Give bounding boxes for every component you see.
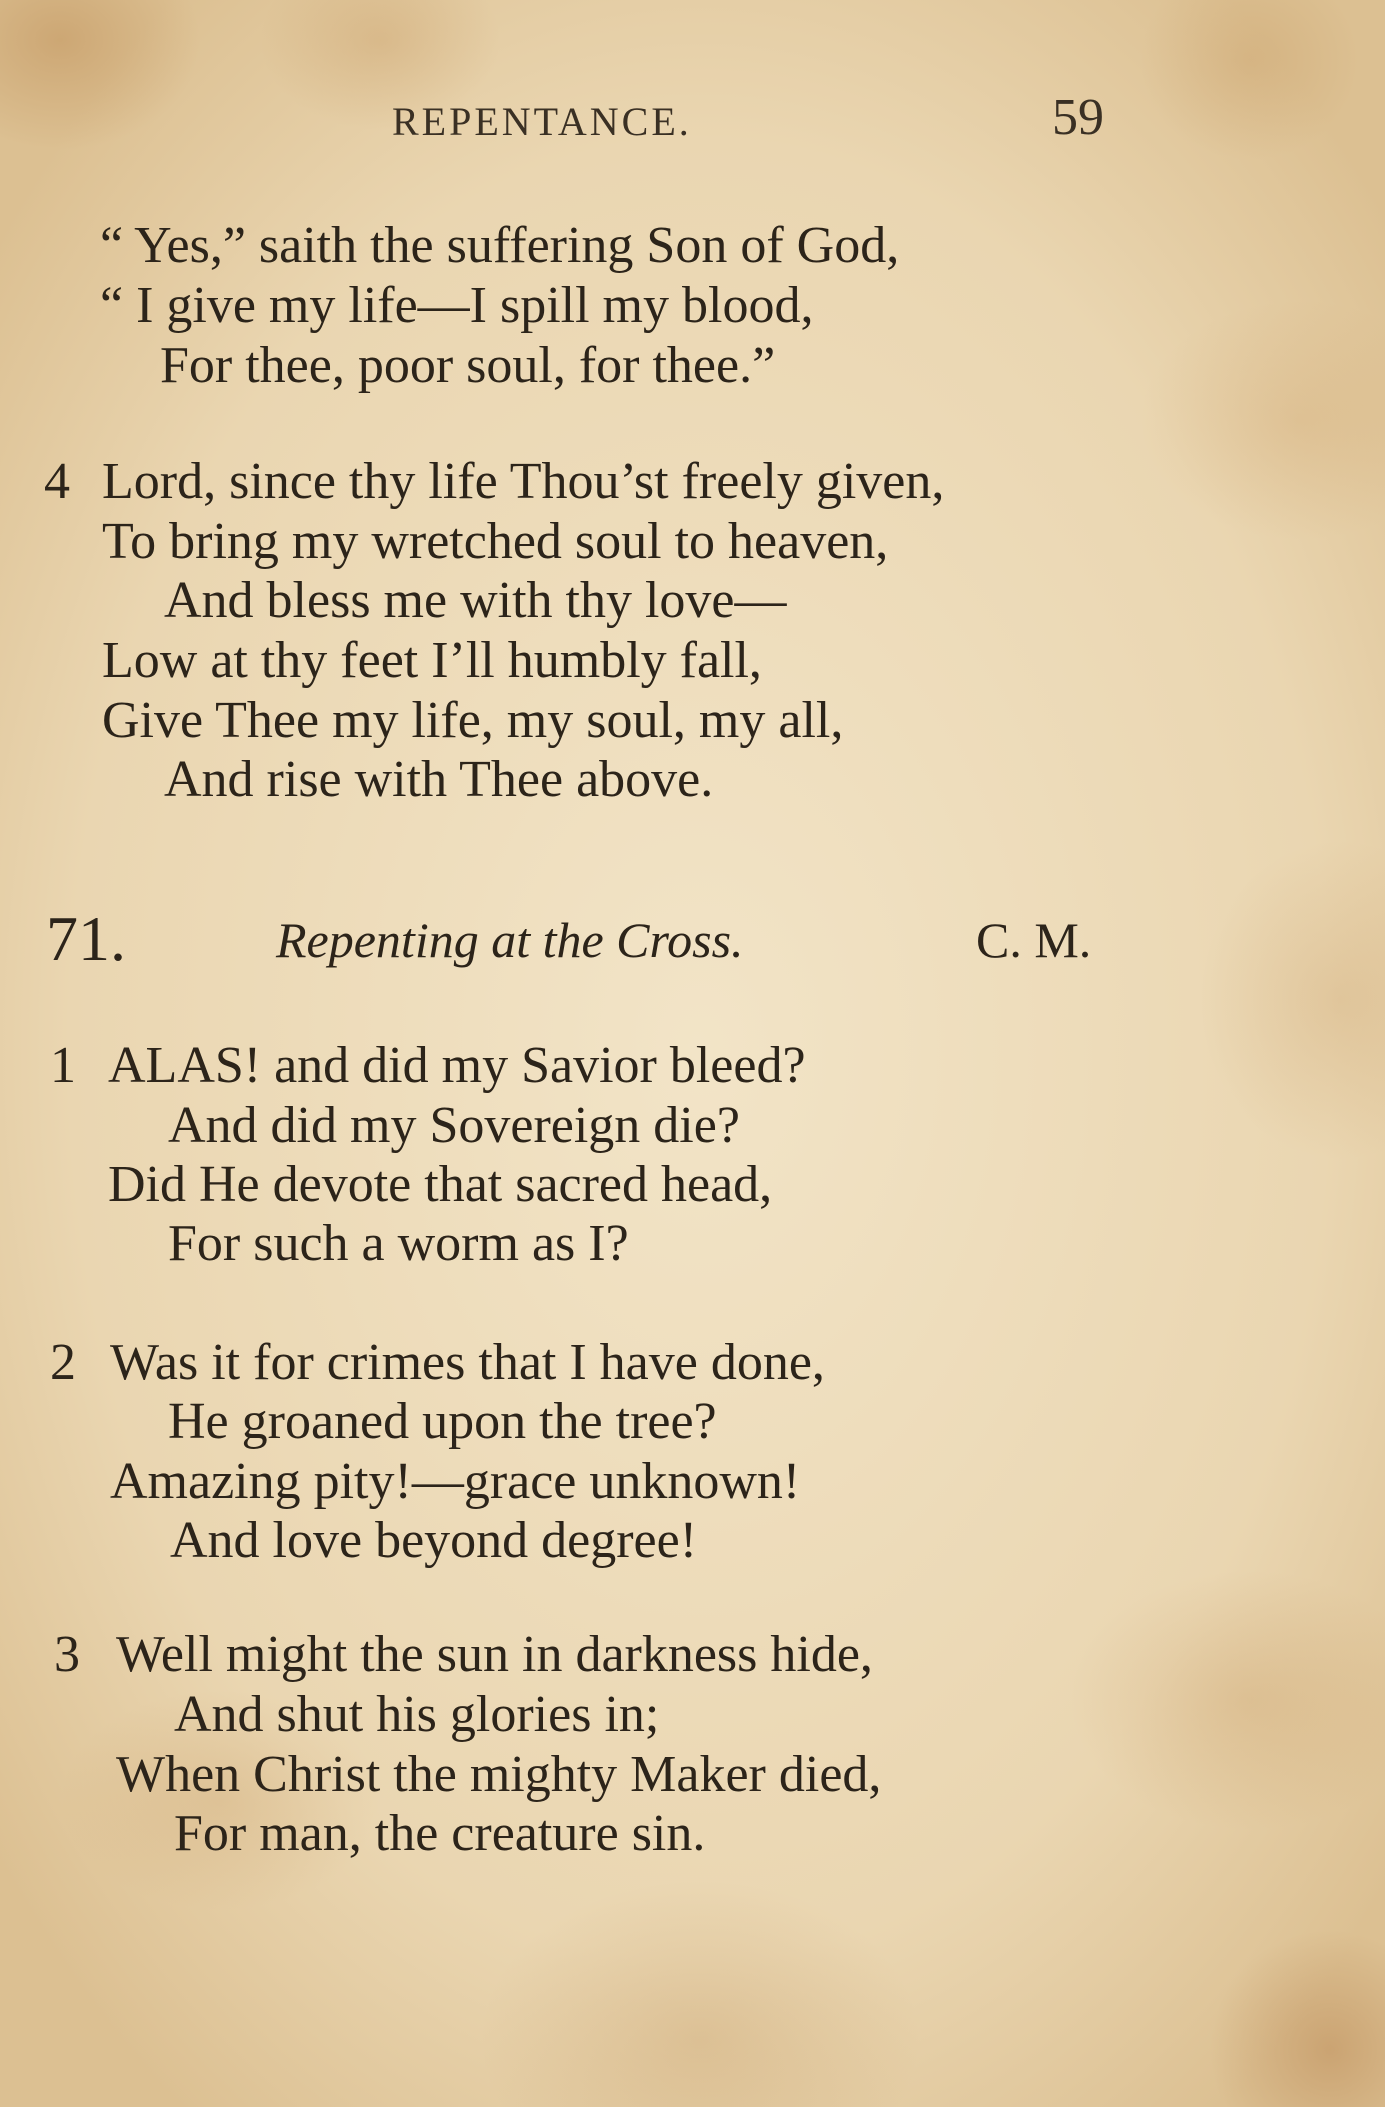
- stanza-line: For such a worm as I?: [168, 1215, 629, 1272]
- stanza-line: “ I give my life—I spill my blood,: [100, 277, 814, 334]
- stanza-line: He groaned upon the tree?: [168, 1393, 717, 1450]
- running-head: [0, 89, 1385, 152]
- stanza-line: For man, the creature sin.: [174, 1805, 706, 1862]
- running-title: REPENTANCE.: [392, 99, 692, 144]
- stanza-line: For thee, poor soul, for thee.”: [160, 337, 776, 394]
- verse-number: 4: [44, 453, 70, 510]
- stanza-line: When Christ the mighty Maker died,: [116, 1746, 882, 1803]
- hymn-title: Repenting at the Cross.: [276, 912, 744, 968]
- stanza-line: And shut his glories in;: [174, 1686, 660, 1743]
- stanza-line: Low at thy feet I’ll humbly fall,: [102, 632, 762, 689]
- stanza-line: And love beyond degree!: [170, 1512, 698, 1569]
- stanza-line: “ Yes,” saith the suffering Son of God,: [100, 217, 900, 274]
- stanza-line: Well might the sun in darkness hide,: [116, 1626, 873, 1683]
- stanza-line: And rise with Thee above.: [164, 751, 714, 808]
- stanza-line: And did my Sovereign die?: [168, 1097, 740, 1154]
- verse-number: 1: [50, 1037, 76, 1094]
- stanza-line: To bring my wretched soul to heaven,: [102, 513, 889, 570]
- stanza-line: Was it for crimes that I have done,: [110, 1334, 825, 1391]
- stanza-line: Lord, since thy life Thou’st freely given,: [102, 453, 945, 510]
- stanza-line: Amazing pity!—grace unknown!: [110, 1453, 801, 1510]
- stanza-line: Did He devote that sacred head,: [108, 1156, 773, 1213]
- verse-number: 2: [50, 1334, 76, 1391]
- stanza-line: ALAS! and did my Savior bleed?: [108, 1037, 806, 1094]
- hymn-number: 71.: [46, 903, 126, 974]
- stanza-line: Give Thee my life, my soul, my all,: [102, 692, 844, 749]
- verse-number: 3: [54, 1626, 80, 1683]
- hymn-meter: C. M.: [976, 912, 1092, 968]
- stanza-line: And bless me with thy love—: [164, 572, 787, 629]
- page-number: 59: [1052, 89, 1104, 146]
